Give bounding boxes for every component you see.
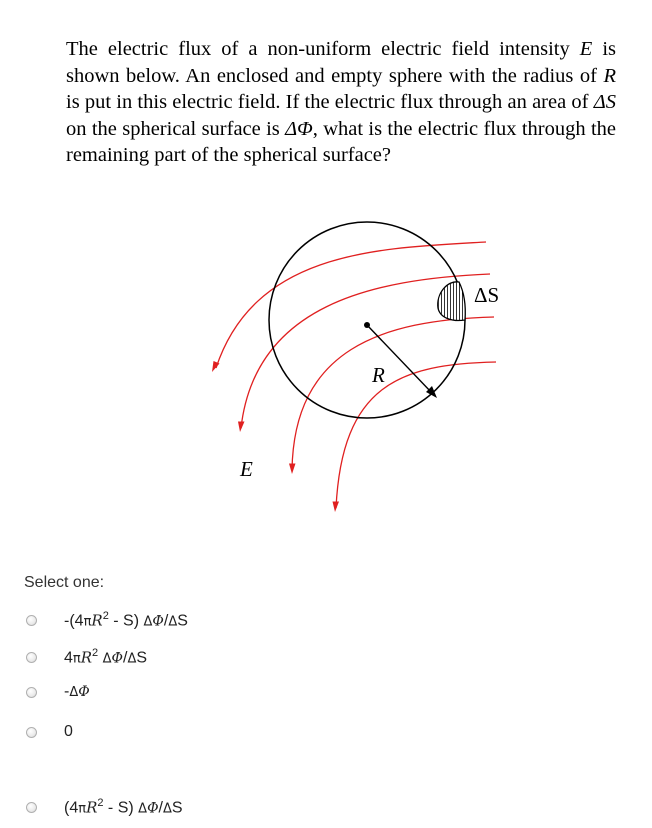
option-5-text-seg: - S) [103, 799, 139, 817]
option-2-label[interactable] [64, 647, 147, 667]
option-4-text-seg: 0 [64, 723, 73, 740]
field-line-3-arrow [289, 464, 296, 475]
option-5-radio[interactable] [26, 802, 37, 813]
option-1-text-seg: / [163, 612, 169, 630]
option-3-label[interactable] [64, 683, 90, 701]
field-line-4 [336, 362, 496, 508]
option-5-text-seg: / [158, 799, 163, 817]
select-one-label: Select one: [24, 574, 105, 591]
option-2-text-seg: S [136, 649, 148, 667]
option-2-text-seg: Δ [102, 651, 112, 667]
option-5-text-seg: 2 [97, 796, 104, 809]
delta-s-patch [438, 282, 465, 321]
option-2[interactable] [26, 645, 147, 669]
question-text-seg: is put in this electric field. If the electric flux through an area of [66, 91, 594, 113]
option-2-text-seg: / [123, 649, 128, 667]
option-5-text-seg: Δ [138, 801, 148, 817]
option-3-text-seg: Δ [69, 685, 79, 700]
option-1-label[interactable] [64, 610, 188, 630]
question-text-seg: The electric flux of a non-uniform electric field intensity [66, 38, 580, 60]
option-3-text-seg: Φ [78, 684, 90, 700]
option-1-radio[interactable] [26, 615, 37, 626]
option-5-text-seg: π [78, 801, 87, 817]
option-1-text-seg: 2 [102, 609, 109, 622]
option-4-radio[interactable] [26, 727, 37, 738]
option-2-radio[interactable] [26, 652, 37, 663]
option-1[interactable] [26, 608, 188, 632]
option-1-text-seg: - S) [108, 612, 144, 630]
option-1-text-seg: Δ [168, 614, 178, 630]
option-3[interactable] [26, 680, 90, 704]
question-text-seg: on the spherical surface is [66, 117, 286, 140]
sphere-outline [269, 222, 465, 418]
option-5-text-seg: (4 [64, 799, 79, 817]
option-5-text-seg: S [171, 799, 183, 817]
option-2-text-seg: Δ [127, 651, 137, 667]
option-5-label[interactable] [64, 797, 183, 817]
option-1-text-seg: R [91, 611, 103, 630]
option-5-text-seg: Φ [147, 800, 159, 817]
option-5-text-seg: R [86, 798, 98, 817]
option-5[interactable] [26, 795, 183, 819]
option-1-text-seg: -(4 [64, 612, 84, 630]
field-label: E [240, 457, 253, 481]
question-text-seg: , what is the electric flux through the remaining part of the spherical surface? [66, 117, 616, 166]
question-text-seg: R [603, 64, 616, 87]
question-text-seg: E [579, 38, 593, 60]
option-1-text-seg: π [83, 614, 92, 630]
question-text-seg: ΔΦ [285, 117, 313, 140]
option-1-text-seg: Δ [143, 614, 153, 630]
option-2-text-seg: Φ [111, 650, 123, 667]
option-2-text-seg: π [72, 651, 81, 667]
option-1-text-seg: Φ [152, 613, 164, 630]
radius-label: R [372, 363, 385, 387]
option-4-label[interactable] [64, 723, 73, 741]
question-text-seg: ΔS [593, 91, 616, 113]
field-line-2-arrow [238, 422, 245, 433]
option-3-text-seg: - [64, 683, 70, 700]
option-5-text-seg: Δ [163, 801, 172, 817]
question-text-seg: is shown below. An enclosed and empty sphere with the radius of [66, 38, 616, 87]
option-1-text-seg: S [177, 612, 188, 630]
option-2-text-seg: R [80, 648, 93, 667]
option-3-radio[interactable] [26, 687, 37, 698]
field-line-4-arrow [333, 502, 340, 513]
delta-s-label: ΔS [474, 283, 500, 307]
option-2-text-seg: 2 [92, 646, 99, 659]
option-4[interactable] [26, 720, 73, 744]
option-2-text-seg: 4 [64, 649, 73, 667]
